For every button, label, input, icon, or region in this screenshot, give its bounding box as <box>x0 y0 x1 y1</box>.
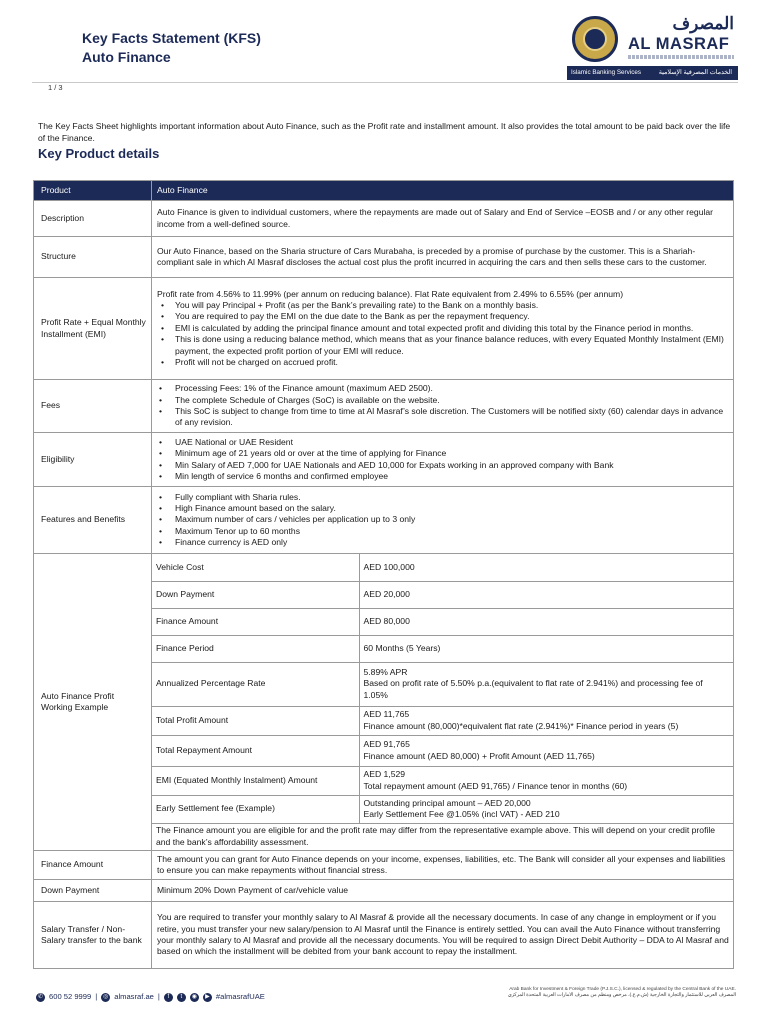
description-label: Description <box>34 201 152 237</box>
footer <box>36 987 736 1006</box>
example-value-line1: AED 11,765 <box>363 709 410 720</box>
row-down-payment <box>34 880 734 902</box>
example-value-line1: AED 1,529 <box>363 769 406 780</box>
list-item: • The complete Schedule of Charges (SoC) is available on the website. <box>157 395 729 406</box>
table-row <box>152 581 733 608</box>
header-divider <box>32 82 738 83</box>
footer-separator: | <box>95 992 98 1001</box>
example-content <box>152 554 734 851</box>
example-value-line2: Finance amount (AED 80,000) + Profit Amount (AED 11,765) <box>363 750 595 761</box>
example-key: Finance Period <box>152 635 359 662</box>
table-header-row <box>34 181 734 201</box>
footer-contact <box>36 992 265 1002</box>
footer-phone[interactable]: 600 52 9999 <box>49 992 92 1001</box>
list-item: • You are required to pay the EMI on the due date to the Bank as per the repayment frequency. <box>157 311 729 322</box>
table-row <box>152 608 733 635</box>
features-label: Features and Benefits <box>34 487 152 554</box>
structure-text: Our Auto Finance, based on the Sharia structure of Cars Murabaha, is preceded by a promise of purchase by the customer. This is a Shariah-compliant sale in which Al Masraf discloses the actual cost plus the profit incurred in acquiring the cars and then sells these cars to the customer. <box>152 237 734 278</box>
phone-icon: ✆ <box>37 993 44 1000</box>
row-fees <box>34 380 734 433</box>
example-key: EMI (Equated Monthly Instalment) Amount <box>152 766 359 795</box>
page-number: 1 / 3 <box>48 83 63 92</box>
list-item: • High Finance amount based on the salary. <box>157 503 729 514</box>
example-value-line2: Based on profit rate of 5.50% p.a.(equivalent to flat rate of 2.941%) and processing fee of 1.05% <box>363 678 703 700</box>
eligibility-content <box>152 433 734 487</box>
logo-tagline <box>628 55 734 59</box>
example-value-line1: AED 91,765 <box>363 739 410 750</box>
list-item: • Min length of service 6 months and confirmed employee <box>157 471 729 482</box>
table-row <box>152 823 733 850</box>
instagram-icon[interactable]: ◉ <box>191 993 198 1000</box>
example-key: Total Repayment Amount <box>152 735 359 766</box>
row-description <box>34 201 734 237</box>
table-row <box>152 735 733 766</box>
key-product-table <box>33 180 734 969</box>
eligibility-list <box>157 437 729 482</box>
row-profit-rate <box>34 278 734 380</box>
row-finance-amount <box>34 851 734 880</box>
example-key: Total Profit Amount <box>152 706 359 735</box>
down-payment-label: Down Payment <box>34 880 152 902</box>
footer-website[interactable]: almasraf.ae <box>114 992 154 1001</box>
features-list <box>157 492 729 549</box>
profit-rate-list <box>157 300 729 368</box>
bank-seal-icon <box>572 16 618 62</box>
example-value <box>359 795 733 823</box>
list-item: • Minimum age of 21 years old or over at the time of applying for Finance <box>157 448 729 459</box>
salary-transfer-label: Salary Transfer / Non-Salary transfer to the bank <box>34 902 152 969</box>
facebook-icon[interactable]: f <box>164 993 173 1002</box>
example-value <box>359 706 733 735</box>
logo-arabic: المصرف <box>672 14 734 33</box>
legal-notice-en: Arab Bank for Investment & Foreign Trade (P.J.S.C.), licensed & regulated by the Central Bank of the UAE. <box>509 987 736 992</box>
example-value-line1: Outstanding principal amount – AED 20,000 <box>363 797 531 808</box>
intro-paragraph: The Key Facts Sheet highlights important information about Auto Finance, such as the Profit rate and installment amount. It also provides the total amount to be paid back over the life of the Finance. <box>38 121 731 143</box>
globe-icon: ◎ <box>103 993 109 1000</box>
example-value-line1: 5.89% APR <box>363 666 408 677</box>
profit-rate-intro: Profit rate from 4.56% to 11.99% (per annum on reducing balance). Flat Rate equivalent from 2.49% to 6.55% (per annum) <box>157 288 624 299</box>
table-row <box>152 635 733 662</box>
example-value-line2: Early Settlement Fee @1.05% (incl VAT) - AED 210 <box>363 809 560 819</box>
finance-amount-label: Finance Amount <box>34 851 152 880</box>
list-item: • Min Salary of AED 7,000 for UAE Nationals and AED 10,000 for Expats working in an approved company with Bank <box>157 460 729 471</box>
list-item: • This is done using a reducing balance method, which means that as your finance balance reduces, with every Equated Monthly Instalment (EMI) payment, the expected profit portion of your EMI will reduce. <box>157 334 729 357</box>
list-item: • Fully compliant with Sharia rules. <box>157 492 729 503</box>
legal-notice <box>436 987 736 1000</box>
islamic-banking-label-en: Islamic Banking Services <box>571 69 641 76</box>
document-title <box>82 29 261 67</box>
table-row <box>152 795 733 823</box>
example-value <box>359 766 733 795</box>
example-value <box>359 662 733 706</box>
footer-separator: | <box>157 992 160 1001</box>
eligibility-label: Eligibility <box>34 433 152 487</box>
features-content <box>152 487 734 554</box>
example-value <box>359 735 733 766</box>
example-value-line2: Finance amount (80,000)*equivalent flat rate (2.941%)* Finance period in years (5) <box>363 720 679 731</box>
document-title-line1: Key Facts Statement (KFS) <box>82 30 261 46</box>
list-item: • Processing Fees: 1% of the Finance amount (maximum AED 2500). <box>157 383 729 394</box>
logo-english: AL MASRAF <box>628 35 730 53</box>
table-row <box>152 554 733 581</box>
row-features <box>34 487 734 554</box>
profit-rate-label: Profit Rate + Equal Monthly Installment (EMI) <box>34 278 152 380</box>
finance-amount-text: The amount you can grant for Auto Finance depends on your income, expenses, liabilities, etc. The Bank will consider all your expenses and liabilities to ensure you can make repayments without financial stress. <box>152 851 734 880</box>
list-item: • EMI is calculated by adding the principal finance amount and total expected profit and dividing this total by the Finance period in months. <box>157 323 729 334</box>
example-label: Auto Finance Profit Working Example <box>34 554 152 851</box>
table-row <box>152 662 733 706</box>
structure-label: Structure <box>34 237 152 278</box>
description-text: Auto Finance is given to individual customers, where the repayments are made out of Salary and End of Service –EOSB and / or any other regular income from a well-defined source. <box>152 201 734 237</box>
salary-transfer-text: You are required to transfer your monthly salary to Al Masraf & provide all the necessary documents. In case of any change in employment or if you retire, you must transfer your new salary/pension to Al Masraf until the Finance is entirely settled. You can avail the Auto Finance without transferring your monthly salary to Al Masraf and provide all the necessary documents. You will be required to assign Direct Debit Authority – DDA to Al Masraf and based on which the installment will be debited from your bank account to repay the installment. <box>152 902 734 969</box>
example-key: Down Payment <box>152 581 359 608</box>
list-item: • This SoC is subject to change from time to time at Al Masraf’s sole discretion. The Customers will be notified sixty (60) calendar days in advance of any revision. <box>157 406 729 429</box>
example-key: Vehicle Cost <box>152 554 359 581</box>
islamic-banking-label-ar: الخدمات المصرفية الإسلامية <box>658 69 732 76</box>
fees-list <box>157 383 729 428</box>
example-value-line1: 60 Months (5 Years) <box>363 642 441 653</box>
fees-label: Fees <box>34 380 152 433</box>
example-key: Finance Amount <box>152 608 359 635</box>
row-working-example <box>34 554 734 851</box>
islamic-banking-bar <box>567 66 738 80</box>
example-key: Early Settlement fee (Example) <box>152 795 359 823</box>
row-salary-transfer <box>34 902 734 969</box>
example-value-line1: AED 100,000 <box>363 561 415 572</box>
example-value <box>359 581 733 608</box>
list-item: • Profit will not be charged on accrued profit. <box>157 357 729 368</box>
example-table <box>152 554 733 850</box>
example-value-line2: Total repayment amount (AED 91,765) / Finance tenor in months (60) <box>363 780 628 791</box>
example-value-line1: AED 80,000 <box>363 615 410 626</box>
footer-social[interactable]: #almasrafUAE <box>215 992 265 1001</box>
profit-rate-content <box>152 278 734 380</box>
example-value-line1: AED 20,000 <box>363 588 410 599</box>
example-value <box>359 608 733 635</box>
legal-notice-ar: المصرف العربي للاستثمار والتجارة الخارجية (ش.م.ع.)، مرخص ومنظم من مصرف الامارات العربية المتحدة المركزي <box>507 993 736 999</box>
youtube-icon[interactable]: ▶ <box>203 993 212 1002</box>
table-row <box>152 706 733 735</box>
twitter-icon[interactable]: t <box>177 993 186 1002</box>
table-row <box>152 766 733 795</box>
list-item: • You will pay Principal + Profit (as per the Bank’s prevailing rate) to the Bank on a monthly basis. <box>157 300 729 311</box>
list-item: • UAE National or UAE Resident <box>157 437 729 448</box>
down-payment-text: Minimum 20% Down Payment of car/vehicle value <box>152 880 734 902</box>
example-note: The Finance amount you are eligible for and the profit rate may differ from the representative example above. This will depend on your credit profile and the bank’s affordability assessment. <box>156 825 716 847</box>
header-label: Product <box>34 181 152 201</box>
row-structure <box>34 237 734 278</box>
document-title-line2: Auto Finance <box>82 48 171 65</box>
row-eligibility <box>34 433 734 487</box>
example-key: Annualized Percentage Rate <box>152 662 359 706</box>
list-item: • Maximum number of cars / vehicles per application up to 3 only <box>157 514 729 525</box>
header-value: Auto Finance <box>152 181 734 201</box>
example-value <box>359 554 733 581</box>
fees-content <box>152 380 734 433</box>
list-item: • Maximum Tenor up to 60 months <box>157 526 729 537</box>
list-item: • Finance currency is AED only <box>157 537 729 548</box>
section-title: Key Product details <box>38 146 160 161</box>
example-value <box>359 635 733 662</box>
